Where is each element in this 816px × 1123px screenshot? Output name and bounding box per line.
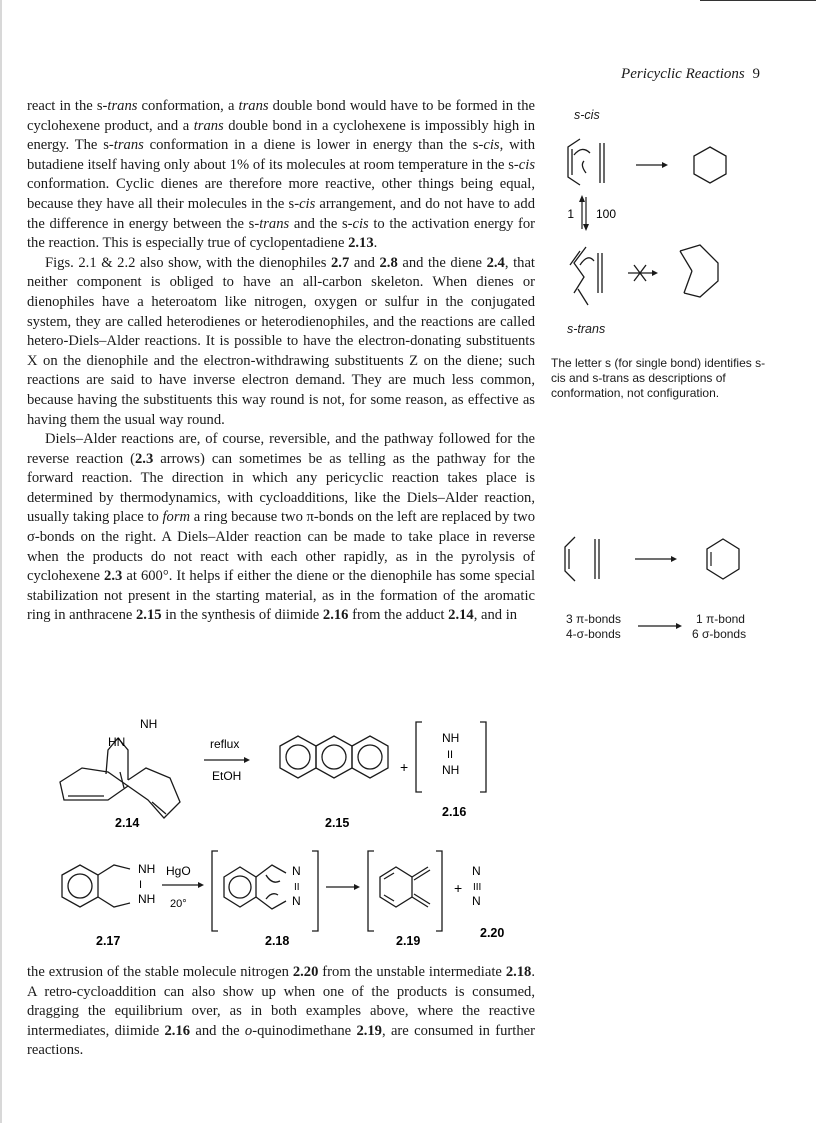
bonds-count-arrowhead	[676, 623, 682, 629]
adduct-nh-top: NH	[140, 717, 158, 731]
text-run: the extrusion of the stable molecule nitrogen	[27, 964, 293, 980]
diimide-double-bond: II	[447, 749, 454, 761]
equilibrium-left-value: 1	[567, 207, 574, 221]
compound-ref: 2.13	[348, 235, 374, 252]
n2-top: N	[472, 864, 481, 878]
page-edge	[0, 0, 2, 1123]
main-body-text	[27, 97, 535, 626]
text-run: and	[349, 254, 380, 271]
page-number: 9	[752, 66, 760, 82]
adduct-hn-left: HN	[108, 735, 126, 749]
paragraph	[27, 97, 535, 254]
compound-ref: 2.4	[486, 254, 505, 271]
s-cis-diene	[568, 139, 604, 185]
bonds-left-pi: 3 π-bonds	[566, 612, 621, 626]
bracket-left	[416, 722, 422, 792]
reagent-hgo: HgO	[166, 864, 191, 878]
paragraph	[27, 963, 535, 1061]
italic-term: trans	[113, 137, 144, 154]
text-run: conformation. Cyclic dienes are therefore more reactive, other things being equal, because they have all their molecules in the s-	[27, 176, 535, 212]
text-run: , with butadiene itself having only about 1% of its molecules at room temperature in the s-	[27, 137, 536, 173]
compound-ref: 2.14	[448, 607, 474, 624]
text-run: from the unstable intermediate	[318, 964, 506, 980]
scheme2-plus: +	[454, 880, 463, 896]
italic-term: form	[162, 509, 191, 526]
label-2-17: 2.17	[96, 934, 121, 948]
text-run: Diels–Alder reactions are, of course, reversible, and the pathway followed for the reverse reaction (	[27, 431, 535, 467]
text-run: -quinodimethane	[252, 1022, 357, 1039]
equilibrium-up-head	[579, 195, 585, 202]
text-run: double bond would have to be formed in the cyclohexene product, and a	[27, 98, 535, 134]
italic-term: cis	[299, 195, 316, 212]
text-run: arrangement, and do not have to add the difference in energy between the s-	[27, 195, 535, 232]
running-head	[560, 66, 760, 83]
compound-ref: 2.16	[164, 1022, 191, 1039]
butadiene-sketch	[565, 537, 599, 581]
equilibrium-right-value: 100	[596, 207, 617, 221]
label-2-18: 2.18	[265, 934, 290, 948]
bonds-arrowhead	[671, 556, 677, 562]
n2-bottom: N	[472, 894, 481, 908]
text-run: conformation, a	[137, 98, 239, 114]
diimide-nh-bottom: NH	[442, 763, 460, 777]
hydrazine-2-17	[62, 865, 130, 907]
text-run: arrows) can sometimes be as telling as the pathway for the forward reaction. The direction in which any pericyclic reaction takes place is determined by thermodynamics, with cycloadditions, like the Diels–Alder reaction, usually taking place to	[27, 450, 536, 526]
s2-n-bottom: N	[292, 894, 301, 908]
compound-ref: 2.19	[356, 1022, 382, 1039]
condition-reflux: reflux	[210, 737, 240, 751]
text-run: a ring because two π-bonds on the left are replaced by two σ-bonds on the right. A Diels–Alder reaction can be made to take place in reverse when the products do not react with each other rapidly, as in the pyrolysis of cyclohexene	[27, 509, 535, 585]
bonds-count-arrow	[636, 616, 686, 636]
scheme1-plus: +	[400, 759, 409, 775]
italic-term: trans	[107, 98, 138, 114]
hgo-arrowhead	[198, 882, 204, 888]
closing-body-text	[27, 963, 535, 1061]
text-run: .	[373, 235, 378, 252]
text-run: double bond in a cyclohexene is impossibly high in energy. The s-	[27, 117, 536, 154]
text-run: . A retro-cycloaddition can also show up when one of the products is consumed, dragging the equilibrium over, as in both examples above, where the reactive intermediates, diimide	[27, 964, 536, 1039]
text-run: from the adduct	[348, 607, 449, 624]
italic-term: trans	[238, 98, 269, 114]
quinodimethane-2-19	[380, 867, 430, 907]
label-2-19: 2.19	[396, 934, 421, 948]
cyclohexene-ring	[694, 147, 726, 183]
text-run: at 600°. It helps if either the diene or the dienophile has some special stabilization not present in the starting material, as in the formation of the aromatic ring in anthracene	[27, 568, 535, 624]
paragraph	[27, 430, 535, 626]
anthracene-2-15	[280, 736, 388, 778]
bonds-left	[566, 612, 621, 642]
compound-ref: 2.18	[505, 964, 532, 980]
text-run: , are consumed in further reactions.	[27, 1022, 535, 1059]
trans-bond-2	[684, 271, 692, 293]
strans-arrowhead	[652, 270, 658, 276]
s2-nh-bottom: NH	[138, 892, 156, 906]
bonds-right-sigma: 6 σ-bonds	[692, 627, 747, 641]
italic-term: cis	[352, 215, 369, 232]
s-cis-s-trans-figure	[550, 125, 750, 340]
text-run: and the s-	[289, 215, 353, 232]
text-run: , and in	[473, 607, 518, 624]
text-run: and the diene	[397, 254, 487, 271]
italic-term: cis	[483, 137, 500, 154]
bracket-2-19-right	[436, 851, 442, 931]
bracket-2-19-left	[368, 851, 374, 931]
compound-ref: 2.8	[379, 254, 398, 271]
scis-arrowhead	[662, 162, 668, 168]
label-2-16: 2.16	[442, 805, 467, 819]
label-2-15: 2.15	[325, 816, 350, 830]
bracket-2-18-left	[212, 851, 218, 931]
equilibrium-down-head	[583, 224, 589, 231]
s-trans-diene	[570, 247, 602, 305]
text-run: , that neither component is obliged to have an all-carbon skeleton. When dienes or dienophiles have a heteroatom like nitrogen, oxygen or sulfur in the conjugated system, they are called heterodienes or heterodienophiles, and the reactions are called hetero-Diels–Alder reactions. It is possible to have the electron-donating substituents X on the dienophile and the electron-withdrawing substituents Z on the diene; such reactions are said to have inverse electron demand. They are much less common, because having the substituents this way round is not, for some reason, as effective as having them the usual way round.	[27, 254, 535, 428]
italic-term: cis	[518, 156, 535, 173]
paragraph	[27, 254, 535, 430]
compound-ref: 2.3	[104, 568, 123, 585]
bracket-right	[480, 722, 486, 792]
extrusion-arrowhead	[354, 884, 360, 890]
label-2-20: 2.20	[480, 926, 505, 940]
s2-nh-top: NH	[138, 862, 156, 876]
reaction-temperature: 20°	[170, 898, 187, 910]
text-run: conformation in a diene is lower in energy than the s-	[143, 137, 484, 154]
bracket-2-18-right	[312, 851, 318, 931]
text-run: to the activation energy for the reaction. This is especially true of cyclopentadiene	[27, 215, 536, 252]
bond-count-figure	[555, 525, 765, 590]
text-run: react in the s-	[27, 98, 108, 114]
s2-nh-bond: I	[139, 879, 143, 891]
bonds-right-pi: 1 π-bond	[696, 612, 745, 626]
compound-ref: 2.3	[135, 450, 154, 467]
running-head-title: Pericyclic Reactions	[621, 66, 745, 82]
diimide-nh-top: NH	[442, 731, 460, 745]
condition-etoh: EtOH	[212, 769, 242, 783]
italic-term: o	[244, 1022, 253, 1039]
s-cis-label: s-cis	[574, 108, 600, 122]
cyclohexene-product	[707, 539, 739, 579]
compound-ref: 2.7	[331, 254, 350, 271]
n2-triple-bond: III	[473, 882, 482, 893]
text-run: in the synthesis of diimide	[161, 607, 323, 624]
text-run: and the	[190, 1022, 245, 1039]
bonds-left-sigma: 4-σ-bonds	[566, 627, 621, 641]
bonds-right	[692, 612, 746, 642]
compound-ref: 2.16	[322, 607, 349, 624]
compound-ref: 2.15	[136, 607, 162, 624]
trans-bond-1	[680, 251, 692, 271]
s-trans-label: s-trans	[567, 322, 606, 336]
top-rule	[700, 0, 816, 1]
scheme-nitrogen-extrusion	[40, 845, 530, 955]
s2-n-top: N	[292, 864, 301, 878]
italic-term: trans	[193, 117, 224, 134]
s2-n-bond: II	[294, 882, 300, 893]
text-run: Figs. 2.1 & 2.2 also show, with the dienophiles	[45, 254, 331, 271]
italic-term: trans	[259, 215, 290, 232]
margin-note: The letter s (for single bond) identifies s-cis and s-trans as descriptions of conformation, not configuration.	[551, 356, 766, 400]
compound-ref: 2.20	[292, 964, 319, 980]
diazene-2-18	[224, 865, 286, 909]
label-2-14: 2.14	[115, 816, 140, 830]
adduct-2-14	[60, 738, 180, 818]
reflux-arrowhead	[244, 757, 250, 763]
scheme-diimide-synthesis	[20, 710, 520, 835]
